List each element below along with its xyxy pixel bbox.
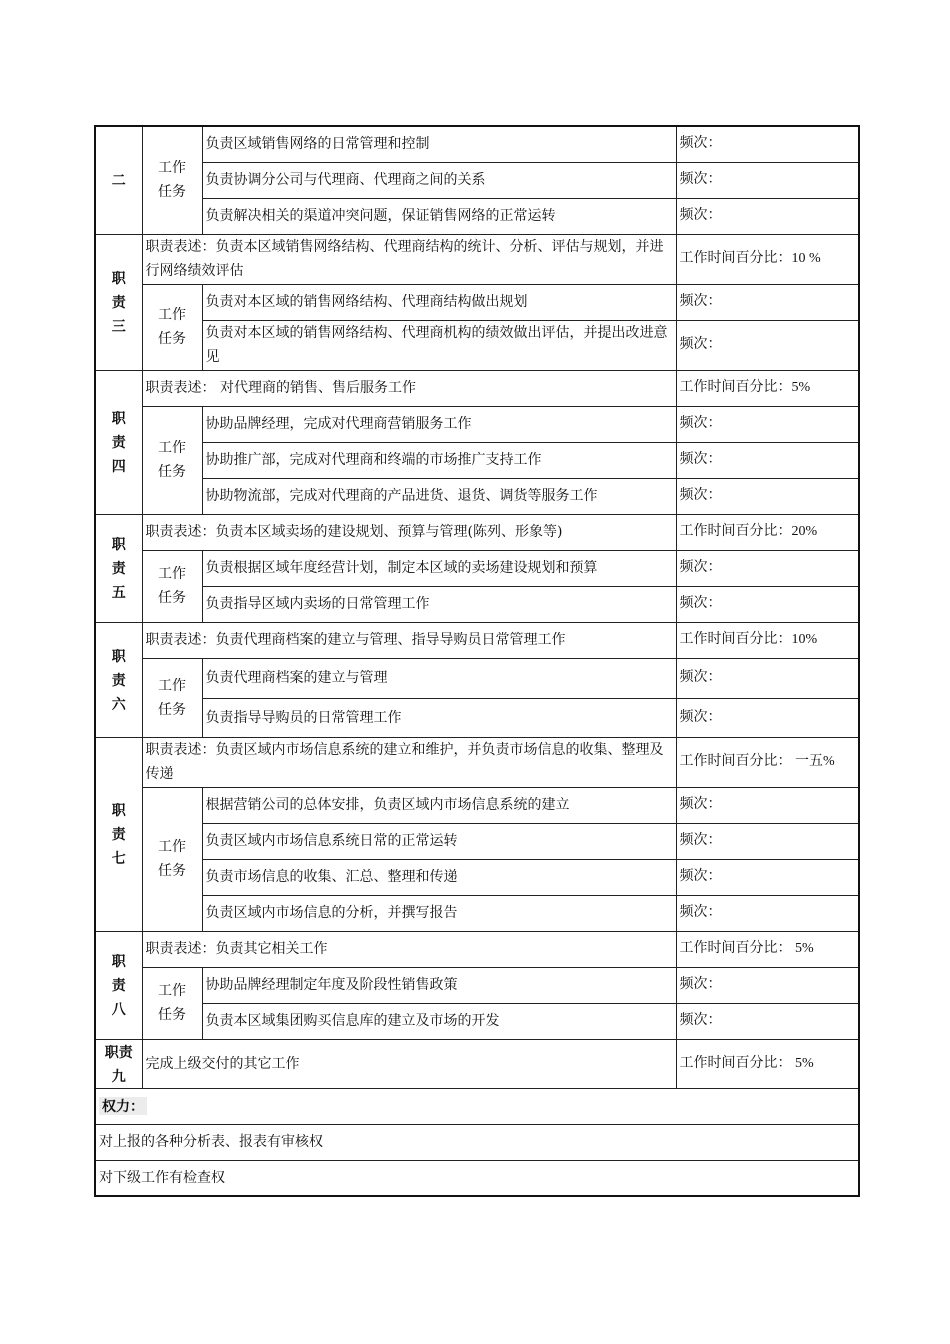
task-frequency: 频次：	[676, 478, 859, 514]
task-frequency: 频次：	[676, 126, 859, 162]
task-text: 协助品牌经理，完成对代理商营销服务工作	[202, 406, 676, 442]
task-text: 负责代理商档案的建立与管理	[202, 658, 676, 698]
task-frequency: 频次：	[676, 658, 859, 698]
task-frequency: 频次：	[676, 284, 859, 320]
power-heading-text: 权力：	[99, 1097, 147, 1115]
duty-description: 职责表述：负责其它相关工作	[142, 931, 676, 967]
task-text: 根据营销公司的总体安排，负责区域内市场信息系统的建立	[202, 787, 676, 823]
section-label: 职 责 四	[95, 370, 142, 514]
task-text: 负责本区域集团购买信息库的建立及市场的开发	[202, 1003, 676, 1039]
responsibility-table	[94, 125, 860, 1197]
section-label: 职 责 八	[95, 931, 142, 1039]
task-frequency: 频次：	[676, 698, 859, 737]
task-text: 负责解决相关的渠道冲突问题，保证销售网络的正常运转	[202, 198, 676, 234]
work-time-percent: 工作时间百分比： 5%	[676, 931, 859, 967]
work-time-percent: 工作时间百分比：10 %	[676, 234, 859, 284]
task-text: 协助品牌经理制定年度及阶段性销售政策	[202, 967, 676, 1003]
task-frequency: 频次：	[676, 586, 859, 622]
task-frequency: 频次：	[676, 162, 859, 198]
power-item: 对上报的各种分析表、报表有审核权	[95, 1124, 859, 1160]
task-text: 协助推广部，完成对代理商和终端的市场推广支持工作	[202, 442, 676, 478]
tasks-label: 工作 任务	[142, 406, 202, 514]
task-text: 负责区域内市场信息的分析，并撰写报告	[202, 895, 676, 931]
power-heading	[95, 1088, 859, 1124]
section-label: 职 责 七	[95, 737, 142, 931]
duty-description: 职责表述：负责区域内市场信息系统的建立和维护，并负责市场信息的收集、整理及传递	[142, 737, 676, 787]
tasks-label: 工作 任务	[142, 284, 202, 370]
work-time-percent: 工作时间百分比：5%	[676, 370, 859, 406]
task-frequency: 频次：	[676, 823, 859, 859]
duty-description: 职责表述：负责本区域卖场的建设规划、预算与管理(陈列、形象等)	[142, 514, 676, 550]
task-frequency: 频次：	[676, 895, 859, 931]
section-label: 职 责 五	[95, 514, 142, 622]
task-frequency: 频次：	[676, 198, 859, 234]
power-item: 对下级工作有检查权	[95, 1160, 859, 1196]
task-frequency: 频次：	[676, 967, 859, 1003]
task-frequency: 频次：	[676, 859, 859, 895]
task-text: 负责指导区域内卖场的日常管理工作	[202, 586, 676, 622]
task-frequency: 频次：	[676, 442, 859, 478]
task-text: 负责区域内市场信息系统日常的正常运转	[202, 823, 676, 859]
tasks-label: 工作 任务	[142, 967, 202, 1039]
tasks-label: 工作 任务	[142, 126, 202, 234]
task-frequency: 频次：	[676, 550, 859, 586]
duty-description: 职责表述： 对代理商的销售、售后服务工作	[142, 370, 676, 406]
task-frequency: 频次：	[676, 787, 859, 823]
work-time-percent: 工作时间百分比：20%	[676, 514, 859, 550]
task-frequency: 频次：	[676, 1003, 859, 1039]
section-label: 二	[95, 126, 142, 234]
task-text: 负责根据区域年度经营计划，制定本区域的卖场建设规划和预算	[202, 550, 676, 586]
task-frequency: 频次：	[676, 406, 859, 442]
tasks-label: 工作 任务	[142, 550, 202, 622]
task-text: 负责协调分公司与代理商、代理商之间的关系	[202, 162, 676, 198]
work-time-percent: 工作时间百分比：10%	[676, 622, 859, 658]
tasks-label: 工作 任务	[142, 787, 202, 931]
duty-description: 完成上级交付的其它工作	[142, 1039, 676, 1088]
task-text: 负责区域销售网络的日常管理和控制	[202, 126, 676, 162]
duty-description: 职责表述：负责代理商档案的建立与管理、指导导购员日常管理工作	[142, 622, 676, 658]
task-frequency: 频次：	[676, 320, 859, 370]
task-text: 负责对本区域的销售网络结构、代理商结构做出规划	[202, 284, 676, 320]
task-text: 负责指导导购员的日常管理工作	[202, 698, 676, 737]
tasks-label: 工作 任务	[142, 658, 202, 737]
task-text: 负责对本区域的销售网络结构、代理商机构的绩效做出评估，并提出改进意见	[202, 320, 676, 370]
section-label: 职 责 六	[95, 622, 142, 737]
task-text: 负责市场信息的收集、汇总、整理和传递	[202, 859, 676, 895]
duty-description: 职责表述：负责本区域销售网络结构、代理商结构的统计、分析、评估与规划，并进行网络绩效评估	[142, 234, 676, 284]
work-time-percent: 工作时间百分比： 一五%	[676, 737, 859, 787]
work-time-percent: 工作时间百分比： 5%	[676, 1039, 859, 1088]
section-label: 职 责 三	[95, 234, 142, 370]
section-label: 职责 九	[95, 1039, 142, 1088]
task-text: 协助物流部，完成对代理商的产品进货、退货、调货等服务工作	[202, 478, 676, 514]
